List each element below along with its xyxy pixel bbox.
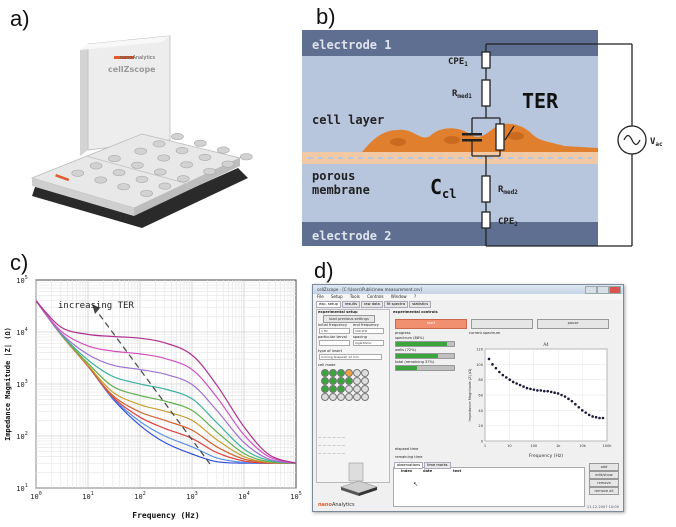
experimental-controls-heading: experimental controls	[393, 310, 438, 314]
mini-data-point	[574, 403, 577, 406]
remove-observation-button[interactable]: remove	[589, 479, 619, 487]
software-brand: nanoAnalytics	[318, 502, 355, 508]
well-toggle[interactable]	[321, 377, 329, 385]
well-toggle[interactable]	[353, 385, 361, 393]
mini-data-point	[491, 363, 494, 366]
well-toggle[interactable]	[361, 369, 369, 377]
duration-field: — — — — — —	[318, 443, 346, 447]
mini-data-point	[543, 390, 546, 393]
tab-observations[interactable]: observations	[394, 462, 423, 469]
ter-label: TER	[522, 89, 559, 113]
cell-mode-label: cell mode	[318, 363, 336, 367]
mini-x-tick: 1k	[556, 444, 561, 448]
well-toggle[interactable]	[321, 393, 329, 401]
well	[118, 184, 130, 190]
wells-progress-bar	[395, 353, 455, 359]
end-frequency-field[interactable]: 100 kHz	[353, 328, 384, 334]
spacing-label: spacing	[353, 335, 367, 339]
x-tick-label: $10^3$	[186, 491, 198, 501]
mini-chart-title: A4	[543, 342, 549, 347]
well-toggle[interactable]	[337, 385, 345, 393]
well-toggle[interactable]	[361, 377, 369, 385]
status-timestamp: 11.12.2007 10:00	[586, 505, 619, 509]
window-title: cellZscope - [C:\Users\Public\new measurement.csv]	[317, 287, 423, 292]
well	[158, 155, 170, 161]
controller-brand: nanoAnalytics	[120, 55, 156, 61]
y-tick-label: $10^1$	[16, 483, 28, 493]
tab-exp-setup[interactable]: exp. setup	[316, 301, 341, 308]
particular-terval-label: particular terval	[318, 335, 347, 339]
load-previous-button[interactable]: load previous settings	[323, 315, 375, 323]
mini-x-tick: 100	[530, 444, 538, 448]
cpe1-label: $CPE_1$	[448, 57, 468, 68]
cell-nucleus	[508, 132, 524, 140]
electrode-2-label: electrode 2	[312, 229, 392, 243]
ccl-capacitor-plate	[462, 139, 482, 142]
column-index: index	[401, 469, 413, 473]
rmed1-label: $R_{med1}$	[452, 89, 472, 100]
ccl-capacitor-plate	[462, 133, 482, 136]
cell-layer-label: cell layer	[312, 113, 385, 127]
mini-data-point	[578, 406, 581, 409]
mini-data-point	[498, 371, 501, 374]
mini-data-point	[488, 358, 491, 361]
x-axis-label: Frequency (Hz)	[132, 511, 200, 520]
x-tick-label: $10^2$	[134, 491, 146, 501]
well	[113, 169, 125, 175]
well	[108, 155, 120, 161]
cell-nucleus	[390, 138, 406, 146]
panel-label-c: c)	[10, 250, 29, 275]
device-thumbnail	[339, 461, 379, 497]
menu-tools[interactable]: Tools	[349, 294, 360, 299]
mini-y-tick: 0	[480, 439, 483, 444]
well-toggle[interactable]	[361, 393, 369, 401]
tab-fit-spectra[interactable]: fit spectra	[384, 301, 408, 308]
mini-data-point	[588, 414, 591, 417]
remaining-time-label: remaining time	[395, 455, 423, 459]
controller-box-side	[80, 44, 88, 156]
start-button[interactable]: start	[395, 319, 467, 329]
spacing-select[interactable]: logarithmic	[353, 340, 384, 346]
start-time-field: — — — — — —	[318, 435, 346, 439]
total-progress-label: total (remaining 37%)	[395, 360, 435, 364]
x-tick-label: $10^5$	[290, 491, 302, 501]
controller-box-front	[88, 36, 170, 150]
initial-frequency-field[interactable]: 1 Hz	[319, 328, 350, 334]
mini-data-point	[598, 417, 601, 420]
elapsed-time-label: elapsed time	[395, 447, 419, 451]
well-toggle[interactable]	[345, 393, 353, 401]
well-toggle[interactable]	[321, 369, 329, 377]
electrode-1-label: electrode 1	[312, 38, 392, 52]
y-tick-label: $10^3$	[16, 379, 28, 389]
column-date: date	[423, 469, 433, 473]
x-tick-label: $10^0$	[30, 491, 42, 501]
total-progress-bar	[395, 365, 455, 371]
mini-data-point	[529, 388, 532, 391]
stop-date-field: — — — — — —	[318, 451, 346, 455]
mini-data-point	[584, 411, 587, 414]
well-toggle[interactable]	[345, 369, 353, 377]
cpe2-element	[482, 212, 490, 228]
well-toggle[interactable]	[329, 377, 337, 385]
mini-data-point	[540, 389, 543, 392]
well	[95, 177, 107, 183]
well	[222, 161, 234, 167]
x-tick-label: $10^4$	[238, 491, 250, 501]
well	[204, 168, 216, 174]
mini-data-point	[567, 398, 570, 401]
mini-y-tick: 100	[476, 362, 483, 367]
menu-window[interactable]: Window	[390, 294, 407, 299]
well	[90, 163, 102, 169]
mini-data-point	[550, 391, 553, 394]
x-tick-label: $10^1$	[82, 491, 94, 501]
well	[240, 154, 252, 160]
window-title-bar	[313, 285, 623, 294]
ccl-label: $C_{cl}$	[430, 175, 457, 201]
end-frequency-label: end frequency	[353, 323, 379, 327]
progress-heading: progress	[395, 331, 411, 335]
mini-x-tick: 10	[507, 444, 512, 448]
mini-chart-ylabel: Impedance Magnitude |Z| (Ω)	[468, 368, 472, 422]
well	[154, 169, 166, 175]
tab-statistics[interactable]: statistics	[409, 301, 431, 308]
y-tick-label: $10^2$	[16, 431, 28, 441]
mini-data-point	[553, 391, 556, 394]
rmed1-resistor	[482, 80, 490, 106]
mini-y-tick: 120	[476, 347, 483, 352]
membrane-label: membrane	[312, 183, 370, 197]
well-toggle[interactable]	[337, 393, 345, 401]
well	[159, 183, 171, 189]
well	[153, 141, 165, 147]
wells-progress-label: wells (72%)	[395, 348, 416, 352]
well-toggle[interactable]	[337, 377, 345, 385]
mini-data-point	[564, 395, 567, 398]
tab-results[interactable]: results	[342, 301, 360, 308]
well-selector	[321, 369, 371, 405]
well-toggle[interactable]	[353, 393, 361, 401]
well-toggle[interactable]	[361, 385, 369, 393]
cpe1-element	[482, 52, 490, 68]
maximize-button[interactable]	[597, 286, 609, 294]
close-button[interactable]	[609, 286, 621, 294]
y-axis-label: Impedance Magnitude |Z| (Ω)	[4, 327, 12, 441]
rmed2-resistor	[482, 176, 490, 202]
impedance-chart	[0, 272, 305, 524]
observations-panel	[393, 467, 585, 507]
vac-label: $V_{ac}$	[650, 137, 663, 148]
well	[171, 133, 183, 139]
well	[194, 140, 206, 146]
well-toggle[interactable]	[329, 369, 337, 377]
well	[131, 162, 143, 168]
panel-label-a: a)	[10, 6, 30, 31]
mini-data-point	[502, 374, 505, 377]
well	[217, 147, 229, 153]
well	[141, 190, 153, 196]
mini-y-tick: 60	[478, 393, 483, 398]
mini-data-point	[557, 392, 560, 395]
well	[176, 147, 188, 153]
well-toggle[interactable]	[345, 377, 353, 385]
mini-data-point	[519, 384, 522, 387]
panel-label-d: d)	[314, 258, 334, 283]
well	[199, 154, 211, 160]
ter-resistor	[496, 124, 504, 150]
add-observation-button[interactable]: add	[589, 463, 619, 471]
well	[136, 176, 148, 182]
edit-observation-button[interactable]: edit/show	[589, 471, 619, 479]
current-spectrum-chart	[465, 339, 615, 463]
well-toggle[interactable]	[329, 393, 337, 401]
type-of-insert-label: type of insert	[318, 349, 343, 353]
tab-time-marks[interactable]: time marks	[424, 462, 450, 469]
mini-data-point	[536, 389, 539, 392]
well-toggle[interactable]	[345, 385, 353, 393]
mini-x-tick: 100k	[602, 444, 612, 448]
menu-bar	[313, 294, 623, 300]
minimize-button[interactable]	[585, 286, 597, 294]
menu-controls[interactable]: Controls	[367, 294, 384, 299]
software-window	[312, 284, 624, 512]
spectrum-progress-label: spectrum (88%)	[395, 336, 424, 340]
mini-data-point	[591, 415, 594, 418]
mini-chart-xlabel: Frequency (Hz)	[529, 454, 563, 459]
column-text: text	[453, 469, 462, 473]
mini-data-point	[560, 394, 563, 397]
well-toggle[interactable]	[337, 369, 345, 377]
insert-select[interactable]: Corning Snapwell 12 mm	[319, 354, 382, 360]
interval-field[interactable]	[319, 340, 350, 346]
chart-annotation: increasing TER	[58, 301, 134, 311]
experimental-setup-heading: experimental setup	[318, 310, 358, 314]
well-toggle[interactable]	[353, 377, 361, 385]
well	[135, 148, 147, 154]
mini-y-tick: 20	[478, 424, 483, 429]
mini-x-tick: 1	[483, 444, 487, 448]
y-tick-label: $10^5$	[16, 275, 28, 285]
circuit-diagram	[302, 30, 674, 266]
initial-frequency-label: initial frequency	[318, 323, 348, 327]
mini-data-point	[533, 388, 536, 391]
single-run-button[interactable]	[471, 319, 533, 329]
well	[72, 170, 84, 176]
mini-data-point	[602, 417, 605, 420]
well	[177, 176, 189, 182]
observations-tabs	[394, 462, 452, 469]
porous-label: porous	[312, 169, 356, 183]
menu-file[interactable]: File	[317, 294, 324, 299]
menu-help[interactable]: ?	[413, 294, 417, 299]
menu-setup[interactable]: Setup	[330, 294, 343, 299]
well-toggle[interactable]	[321, 385, 329, 393]
controller-product: cellZscope	[108, 65, 156, 74]
remove-all-button[interactable]: remove all	[589, 487, 619, 495]
device-illustration	[22, 18, 262, 248]
well-toggle[interactable]	[353, 369, 361, 377]
cell-nucleus	[444, 136, 460, 144]
mini-data-point	[571, 400, 574, 403]
mouse-cursor-icon: ↖	[413, 481, 419, 488]
spectrum-progress-bar	[395, 341, 455, 347]
rmed2-label: $R_{med2}$	[498, 185, 518, 196]
mini-data-point	[595, 416, 598, 419]
mini-data-point	[512, 381, 515, 384]
mini-data-point	[495, 367, 498, 370]
tab-raw-data[interactable]: raw data	[361, 301, 383, 308]
well-toggle[interactable]	[329, 385, 337, 393]
pause-button[interactable]: pause	[537, 319, 609, 329]
y-tick-label: $10^4$	[16, 327, 28, 337]
mini-x-tick: 10k	[579, 444, 586, 448]
mini-data-point	[522, 385, 525, 388]
mini-data-point	[581, 409, 584, 412]
tab-strip	[316, 301, 432, 308]
cpe2-label: $CPE_2$	[498, 217, 518, 228]
panel-label-b: b)	[316, 4, 336, 29]
mini-y-tick: 40	[478, 408, 483, 413]
mini-data-point	[526, 387, 529, 390]
well	[181, 162, 193, 168]
mini-y-tick: 80	[478, 378, 483, 383]
mini-data-point	[505, 376, 508, 379]
mini-data-point	[515, 382, 518, 385]
mini-data-point	[546, 390, 549, 393]
current-spectrum-label: current spectrum	[469, 331, 501, 335]
mini-data-point	[508, 378, 511, 381]
